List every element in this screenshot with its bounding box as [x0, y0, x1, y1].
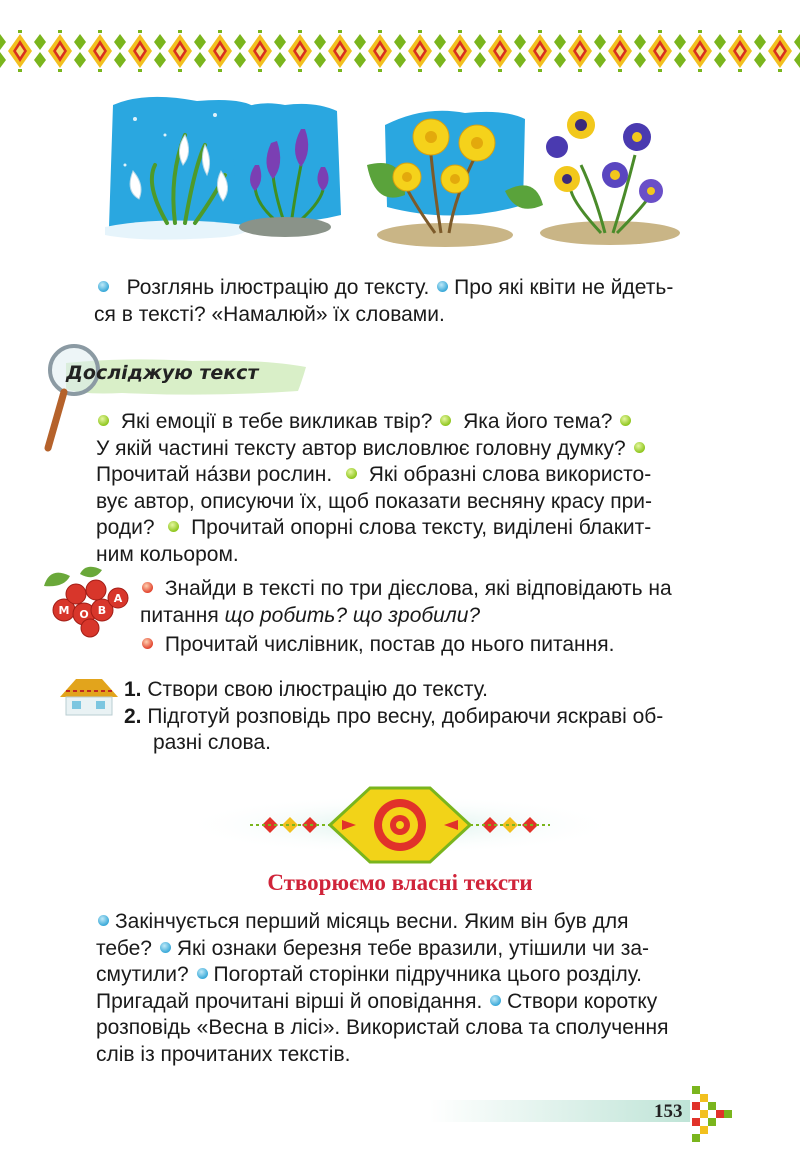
bullet-icon — [98, 281, 109, 292]
analysis-line-3 — [96, 462, 716, 489]
writing-text: Пригадай прочитані вірші й оповідання. — [96, 989, 483, 1013]
homework-item-1 — [124, 677, 724, 704]
writing-line-2 — [96, 936, 716, 963]
embroidery-border — [0, 30, 800, 72]
writing-line-6 — [96, 1042, 716, 1069]
bullet-icon — [197, 968, 208, 979]
bullet-icon — [98, 915, 109, 926]
analysis-line-2 — [96, 436, 716, 463]
ornament-divider — [180, 780, 620, 870]
bullet-icon — [98, 415, 109, 426]
intro-text-b: Про які квіти не йдеть- — [454, 276, 674, 299]
writing-line-5 — [96, 1015, 716, 1042]
analysis-text: вує автор, описуючи їх, щоб показати весняну красу при- — [96, 489, 653, 513]
bullet-icon — [168, 521, 179, 532]
house-icon — [56, 673, 122, 717]
writing-text: Які ознаки березня тебе вразили, утішили чи за- — [176, 936, 649, 960]
page-number-band — [430, 1080, 740, 1144]
analysis-text: Які образні слова використо- — [368, 463, 652, 486]
analysis-paragraph — [96, 409, 716, 568]
item-number: 2. — [124, 704, 142, 728]
analysis-line-1 — [96, 409, 716, 436]
magnifier-icon — [40, 340, 100, 455]
homework-text: Підготуй розповідь про весну, добираючи яскраві об- — [147, 704, 664, 728]
bullet-icon — [142, 638, 153, 649]
language-task-2 — [140, 632, 730, 659]
analysis-text: ним кольором. — [96, 542, 239, 566]
bullet-icon — [634, 442, 645, 453]
bullet-icon — [142, 582, 153, 593]
analysis-line-5 — [96, 515, 716, 542]
writing-line-4 — [96, 989, 716, 1016]
writing-text: розповідь «Весна в лісі». Використай слова та сполучення — [96, 1016, 669, 1039]
writing-text: слів із прочитаних текстів. — [96, 1042, 351, 1066]
homework-text: Створи свою ілюстрацію до тексту. — [147, 678, 488, 701]
language-tasks — [140, 576, 730, 659]
analysis-text: Які емоції в тебе викликав твір? — [120, 410, 433, 433]
analysis-line-4 — [96, 489, 716, 516]
writing-paragraph — [96, 909, 716, 1068]
bullet-icon — [346, 468, 357, 479]
homework-text: разні слова. — [153, 731, 271, 754]
writing-text: Створи коротку — [507, 989, 658, 1013]
writing-text: смутили? — [96, 963, 189, 986]
intro-line-2 — [94, 302, 716, 329]
writing-line-3 — [96, 962, 716, 989]
bullet-icon — [490, 995, 501, 1006]
analysis-text: У якій частині тексту автор висловлює головну думку? — [96, 436, 626, 460]
intro-paragraph — [96, 275, 716, 328]
homework-list — [124, 677, 724, 757]
analysis-text: Прочитай на́зви рослин. — [96, 463, 333, 486]
section-heading: Досліджую текст — [66, 362, 259, 384]
homework-item-2 — [124, 704, 724, 731]
mova-letter: М — [58, 604, 70, 617]
writing-text: Погортай сторінки підручника цього розділу. — [213, 963, 643, 986]
language-task-1-line-1 — [140, 576, 730, 603]
question-italic: що робить? що зробили? — [224, 603, 481, 627]
mova-letter: А — [113, 592, 123, 605]
mova-letter: О — [79, 608, 89, 621]
writing-text: тебе? — [96, 936, 152, 960]
bullet-icon — [437, 281, 448, 292]
homework-item-2-cont — [124, 730, 724, 757]
language-text: Прочитай числівник, постав до нього питання. — [164, 633, 615, 656]
item-number: 1. — [124, 678, 142, 701]
language-text: Знайди в тексті по три дієслова, які відповідають на — [164, 577, 672, 600]
section-title: Створюємо власні тексти — [267, 870, 533, 895]
bullet-icon — [440, 415, 451, 426]
spring-flowers-illustration — [105, 95, 680, 255]
intro-text-a: Розглянь ілюстрацію до тексту. — [126, 276, 430, 299]
writing-line-1 — [96, 909, 716, 936]
intro-text-c: ся в тексті? «Намалюй» їх словами. — [94, 302, 445, 326]
intro-line-1 — [96, 275, 716, 302]
analysis-line-6 — [96, 542, 716, 569]
mova-letter: В — [97, 604, 107, 617]
mova-berries-icon — [40, 566, 130, 638]
page-number: 153 — [654, 1101, 683, 1122]
bullet-icon — [620, 415, 631, 426]
analysis-text: Прочитай опорні слова тексту, виділені блакит- — [191, 516, 652, 539]
analysis-text: Яка його тема? — [463, 410, 613, 433]
language-text: питання — [140, 603, 225, 627]
bullet-icon — [160, 942, 171, 953]
language-task-1-line-2 — [140, 603, 730, 630]
writing-text: Закінчується перший місяць весни. Яким він був для — [115, 910, 629, 933]
analysis-text: роди? — [96, 516, 155, 539]
